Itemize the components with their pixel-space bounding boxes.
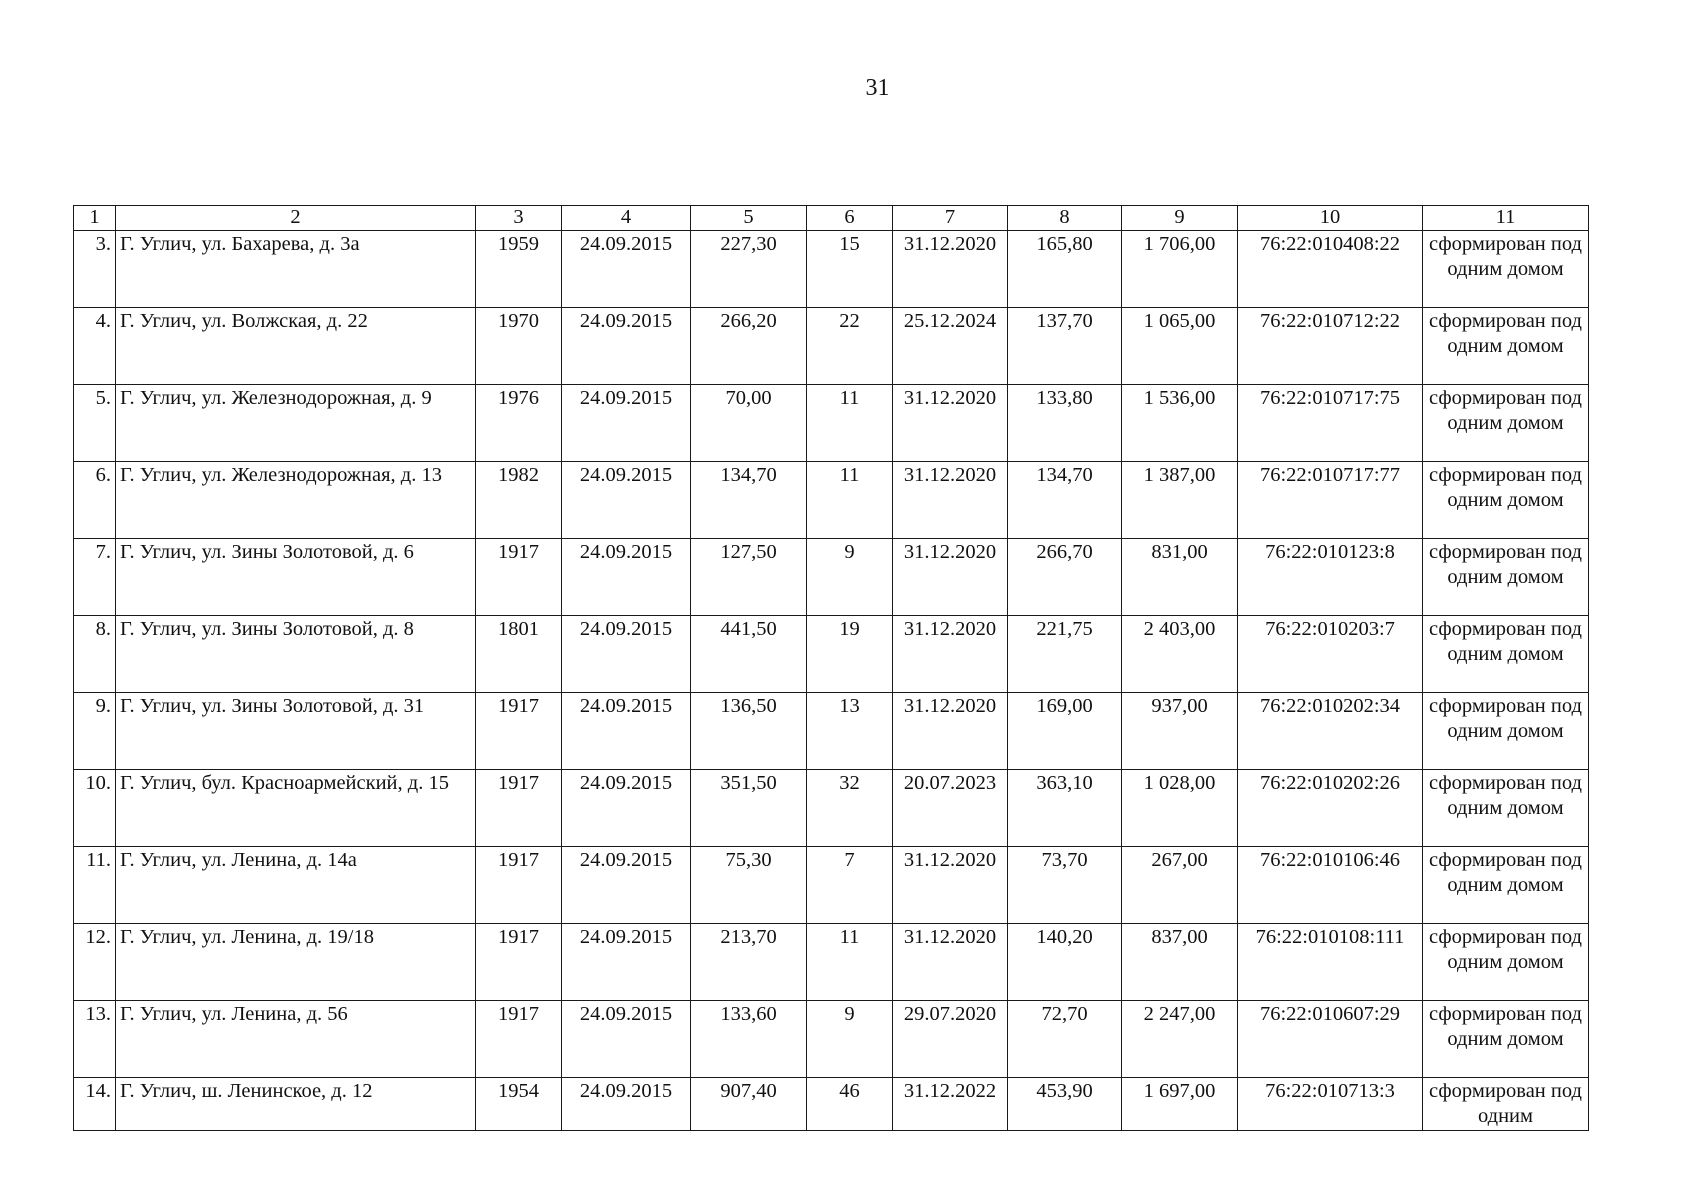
- housing-registry-table: [73, 205, 1589, 1131]
- area-cell: 351,50: [691, 770, 807, 847]
- cadastral-number-cell: 76:22:010123:8: [1238, 539, 1423, 616]
- cadastral-number-cell: 76:22:010713:3: [1238, 1078, 1423, 1131]
- address-cell: Г. Углич, ул. Бахарева, д. 3а: [116, 231, 476, 308]
- table-row: [74, 308, 1589, 385]
- term-date-cell: 31.12.2020: [893, 924, 1008, 1001]
- column-number-header: 6: [807, 206, 893, 231]
- living-area-cell: 140,20: [1008, 924, 1122, 1001]
- table-row: [74, 1078, 1589, 1131]
- term-date-cell: 29.07.2020: [893, 1001, 1008, 1078]
- living-area-cell: 169,00: [1008, 693, 1122, 770]
- table-row: [74, 231, 1589, 308]
- cadastral-number-cell: 76:22:010108:111: [1238, 924, 1423, 1001]
- year-cell: 1970: [476, 308, 562, 385]
- cadastral-number-cell: 76:22:010717:77: [1238, 462, 1423, 539]
- cadastral-number-cell: 76:22:010106:46: [1238, 847, 1423, 924]
- count-cell: 22: [807, 308, 893, 385]
- address-cell: Г. Углич, бул. Красноармейский, д. 15: [116, 770, 476, 847]
- term-date-cell: 31.12.2022: [893, 1078, 1008, 1131]
- area-cell: 134,70: [691, 462, 807, 539]
- land-area-cell: 1 028,00: [1122, 770, 1238, 847]
- count-cell: 19: [807, 616, 893, 693]
- note-cell: сформирован под одним домом: [1423, 385, 1589, 462]
- date-cell: 24.09.2015: [562, 616, 691, 693]
- land-area-cell: 1 536,00: [1122, 385, 1238, 462]
- living-area-cell: 137,70: [1008, 308, 1122, 385]
- area-cell: 136,50: [691, 693, 807, 770]
- area-cell: 266,20: [691, 308, 807, 385]
- row-number-cell: 12.: [74, 924, 116, 1001]
- note-cell: сформирован под одним: [1423, 1078, 1589, 1131]
- count-cell: 9: [807, 539, 893, 616]
- address-cell: Г. Углич, ул. Ленина, д. 14а: [116, 847, 476, 924]
- address-cell: Г. Углич, ул. Зины Золотовой, д. 8: [116, 616, 476, 693]
- note-cell: сформирован под одним домом: [1423, 616, 1589, 693]
- living-area-cell: 221,75: [1008, 616, 1122, 693]
- date-cell: 24.09.2015: [562, 847, 691, 924]
- term-date-cell: 31.12.2020: [893, 693, 1008, 770]
- note-cell: сформирован под одним домом: [1423, 462, 1589, 539]
- area-cell: 75,30: [691, 847, 807, 924]
- land-area-cell: 1 387,00: [1122, 462, 1238, 539]
- land-area-cell: 1 697,00: [1122, 1078, 1238, 1131]
- row-number-cell: 7.: [74, 539, 116, 616]
- row-number-cell: 6.: [74, 462, 116, 539]
- term-date-cell: 31.12.2020: [893, 462, 1008, 539]
- living-area-cell: 133,80: [1008, 385, 1122, 462]
- area-cell: 441,50: [691, 616, 807, 693]
- column-number-header: 5: [691, 206, 807, 231]
- year-cell: 1954: [476, 1078, 562, 1131]
- table-row: [74, 385, 1589, 462]
- land-area-cell: 937,00: [1122, 693, 1238, 770]
- count-cell: 11: [807, 462, 893, 539]
- address-cell: Г. Углич, ул. Ленина, д. 56: [116, 1001, 476, 1078]
- count-cell: 32: [807, 770, 893, 847]
- table-row: [74, 539, 1589, 616]
- land-area-cell: 267,00: [1122, 847, 1238, 924]
- count-cell: 9: [807, 1001, 893, 1078]
- note-cell: сформирован под одним домом: [1423, 539, 1589, 616]
- address-cell: Г. Углич, ул. Железнодорожная, д. 13: [116, 462, 476, 539]
- address-cell: Г. Углич, ул. Зины Золотовой, д. 31: [116, 693, 476, 770]
- land-area-cell: 2 247,00: [1122, 1001, 1238, 1078]
- year-cell: 1982: [476, 462, 562, 539]
- note-cell: сформирован под одним домом: [1423, 924, 1589, 1001]
- table-row: [74, 770, 1589, 847]
- year-cell: 1917: [476, 770, 562, 847]
- column-number-header: 9: [1122, 206, 1238, 231]
- column-number-header: 3: [476, 206, 562, 231]
- count-cell: 46: [807, 1078, 893, 1131]
- column-number-header: 10: [1238, 206, 1423, 231]
- column-number-header: 4: [562, 206, 691, 231]
- living-area-cell: 72,70: [1008, 1001, 1122, 1078]
- address-cell: Г. Углич, ул. Волжская, д. 22: [116, 308, 476, 385]
- year-cell: 1917: [476, 924, 562, 1001]
- year-cell: 1801: [476, 616, 562, 693]
- year-cell: 1917: [476, 847, 562, 924]
- year-cell: 1917: [476, 693, 562, 770]
- area-cell: 213,70: [691, 924, 807, 1001]
- living-area-cell: 165,80: [1008, 231, 1122, 308]
- note-cell: сформирован под одним домом: [1423, 308, 1589, 385]
- date-cell: 24.09.2015: [562, 770, 691, 847]
- address-cell: Г. Углич, ул. Ленина, д. 19/18: [116, 924, 476, 1001]
- living-area-cell: 73,70: [1008, 847, 1122, 924]
- row-number-cell: 8.: [74, 616, 116, 693]
- term-date-cell: 25.12.2024: [893, 308, 1008, 385]
- cadastral-number-cell: 76:22:010203:7: [1238, 616, 1423, 693]
- area-cell: 133,60: [691, 1001, 807, 1078]
- address-cell: Г. Углич, ш. Ленинское, д. 12: [116, 1078, 476, 1131]
- count-cell: 7: [807, 847, 893, 924]
- row-number-cell: 11.: [74, 847, 116, 924]
- count-cell: 15: [807, 231, 893, 308]
- row-number-cell: 13.: [74, 1001, 116, 1078]
- row-number-cell: 4.: [74, 308, 116, 385]
- row-number-cell: 9.: [74, 693, 116, 770]
- table-row: [74, 924, 1589, 1001]
- term-date-cell: 31.12.2020: [893, 616, 1008, 693]
- date-cell: 24.09.2015: [562, 308, 691, 385]
- cadastral-number-cell: 76:22:010408:22: [1238, 231, 1423, 308]
- land-area-cell: 1 065,00: [1122, 308, 1238, 385]
- land-area-cell: 831,00: [1122, 539, 1238, 616]
- note-cell: сформирован под одним домом: [1423, 770, 1589, 847]
- date-cell: 24.09.2015: [562, 924, 691, 1001]
- column-number-header: 1: [74, 206, 116, 231]
- column-number-header: 11: [1423, 206, 1589, 231]
- row-number-cell: 10.: [74, 770, 116, 847]
- address-cell: Г. Углич, ул. Зины Золотовой, д. 6: [116, 539, 476, 616]
- note-cell: сформирован под одним домом: [1423, 231, 1589, 308]
- date-cell: 24.09.2015: [562, 1001, 691, 1078]
- row-number-cell: 3.: [74, 231, 116, 308]
- date-cell: 24.09.2015: [562, 385, 691, 462]
- cadastral-number-cell: 76:22:010202:26: [1238, 770, 1423, 847]
- year-cell: 1959: [476, 231, 562, 308]
- term-date-cell: 20.07.2023: [893, 770, 1008, 847]
- area-cell: 70,00: [691, 385, 807, 462]
- year-cell: 1976: [476, 385, 562, 462]
- note-cell: сформирован под одним домом: [1423, 1001, 1589, 1078]
- year-cell: 1917: [476, 539, 562, 616]
- term-date-cell: 31.12.2020: [893, 847, 1008, 924]
- count-cell: 11: [807, 385, 893, 462]
- date-cell: 24.09.2015: [562, 1078, 691, 1131]
- area-cell: 227,30: [691, 231, 807, 308]
- note-cell: сформирован под одним домом: [1423, 847, 1589, 924]
- cadastral-number-cell: 76:22:010202:34: [1238, 693, 1423, 770]
- address-cell: Г. Углич, ул. Железнодорожная, д. 9: [116, 385, 476, 462]
- table-row: [74, 693, 1589, 770]
- land-area-cell: 837,00: [1122, 924, 1238, 1001]
- term-date-cell: 31.12.2020: [893, 385, 1008, 462]
- table-row: [74, 462, 1589, 539]
- page-number: 31: [865, 75, 890, 101]
- area-cell: 907,40: [691, 1078, 807, 1131]
- row-number-cell: 5.: [74, 385, 116, 462]
- date-cell: 24.09.2015: [562, 693, 691, 770]
- column-number-header: 7: [893, 206, 1008, 231]
- land-area-cell: 1 706,00: [1122, 231, 1238, 308]
- cadastral-number-cell: 76:22:010712:22: [1238, 308, 1423, 385]
- term-date-cell: 31.12.2020: [893, 231, 1008, 308]
- date-cell: 24.09.2015: [562, 462, 691, 539]
- living-area-cell: 363,10: [1008, 770, 1122, 847]
- column-number-row: [74, 206, 1589, 231]
- date-cell: 24.09.2015: [562, 539, 691, 616]
- column-number-header: 2: [116, 206, 476, 231]
- term-date-cell: 31.12.2020: [893, 539, 1008, 616]
- count-cell: 11: [807, 924, 893, 1001]
- land-area-cell: 2 403,00: [1122, 616, 1238, 693]
- area-cell: 127,50: [691, 539, 807, 616]
- year-cell: 1917: [476, 1001, 562, 1078]
- cadastral-number-cell: 76:22:010607:29: [1238, 1001, 1423, 1078]
- count-cell: 13: [807, 693, 893, 770]
- table-row: [74, 616, 1589, 693]
- row-number-cell: 14.: [74, 1078, 116, 1131]
- living-area-cell: 453,90: [1008, 1078, 1122, 1131]
- table-row: [74, 1001, 1589, 1078]
- column-number-header: 8: [1008, 206, 1122, 231]
- table-row: [74, 847, 1589, 924]
- cadastral-number-cell: 76:22:010717:75: [1238, 385, 1423, 462]
- note-cell: сформирован под одним домом: [1423, 693, 1589, 770]
- living-area-cell: 266,70: [1008, 539, 1122, 616]
- date-cell: 24.09.2015: [562, 231, 691, 308]
- living-area-cell: 134,70: [1008, 462, 1122, 539]
